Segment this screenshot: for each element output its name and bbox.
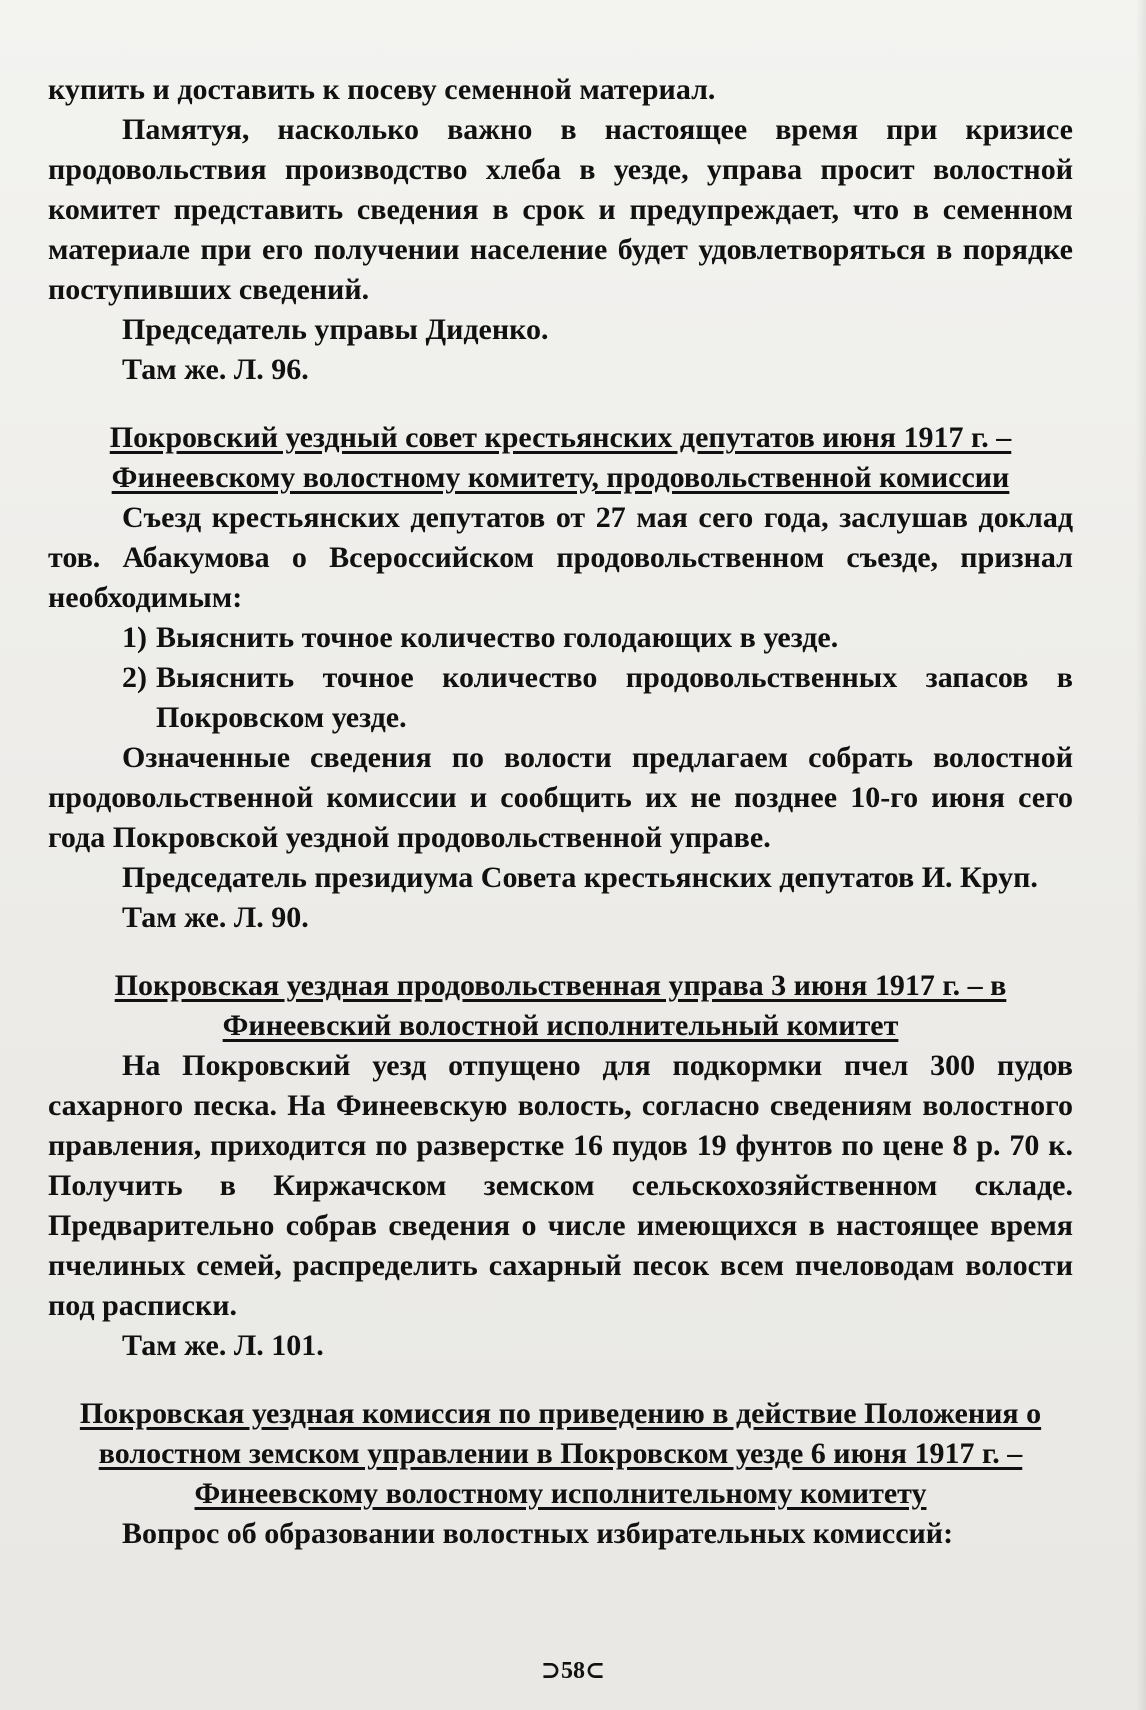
ornament-left-icon: ⊃ [540, 1658, 561, 1684]
paragraph-request: Памятуя, насколько важно в настоящее время при кризисе продовольствия производство хлеба в уезде, управа просит волостной комитет представить сведения в срок и предупреждает, что в семенном материале при его получении население будет удовлетворяться в порядке поступивших сведений. [48, 113, 1073, 306]
list-item-number: 1) [122, 621, 147, 654]
list-item-text: Выяснить точное количество продовольственных запасов в Покровском уезде. [156, 661, 1073, 734]
signature-line: Председатель президиума Совета крестьянских депутатов И. Круп. [122, 861, 1038, 894]
source-reference: Там же. Л. 90. [122, 901, 309, 934]
list-item [48, 658, 1073, 738]
signature-line: Председатель управы Диденко. [122, 313, 549, 346]
list-item-text: Выяснить точное количество голодающих в уезде. [156, 621, 839, 654]
paragraph-continuation: купить и доставить к посеву семенной материал. [48, 73, 716, 106]
paragraph-election-commissions: Вопрос об образовании волостных избирательных комиссий: [122, 1517, 954, 1550]
paragraph-congress: Съезд крестьянских депутатов от 27 мая сего года, заслушав доклад тов. Абакумова о Всероссийском продовольственном съезде, признал необходимым: [48, 501, 1073, 614]
section-heading-2: Покровская уездная продовольственная управа 3 июня 1917 г. – в Финеевский волостной исполнительный комитет [114, 969, 1007, 1042]
section-heading-3: Покровская уездная комиссия по приведению в действие Положения о волостном земском управлении в Покровском уезде 6 июня 1917 г. – Финеевскому волостному исполнительному комитету [79, 1397, 1042, 1510]
list-item [48, 618, 1073, 658]
page-content [48, 70, 1073, 1554]
numbered-list [48, 618, 1073, 738]
source-reference: Там же. Л. 101. [122, 1329, 324, 1362]
page-edge-shadow [1136, 0, 1146, 1710]
page-footer [0, 1651, 1146, 1691]
source-reference: Там же. Л. 96. [122, 353, 309, 386]
ornament-right-icon: ⊂ [585, 1658, 606, 1684]
section-heading-1: Покровский уездный совет крестьянских депутатов июня 1917 г. – Финеевскому волостному комитету, продовольственной комиссии [109, 421, 1012, 494]
list-item-number: 2) [122, 661, 147, 694]
paragraph-sugar-allocation: На Покровский уезд отпущено для подкормки пчел 300 пудов сахарного песка. На Финеевскую волость, согласно сведениям волостного правления, приходится по разверстке 16 пудов 19 фунтов по цене 8 р. 70 к. Получить в Киржачском земском сельскохозяйственном складе. Предварительно собрав сведения о числе имеющихся в настоящее время пчелиных семей, распределить сахарный песок всем пчеловодам волости под расписки. [48, 1049, 1073, 1322]
page-number: 58 [561, 1658, 585, 1684]
paragraph-collect-info: Означенные сведения по волости предлагаем собрать волостной продовольственной комиссии и сообщить их не позднее 10-го июня сего года Покровской уездной продовольственной управе. [48, 741, 1073, 854]
